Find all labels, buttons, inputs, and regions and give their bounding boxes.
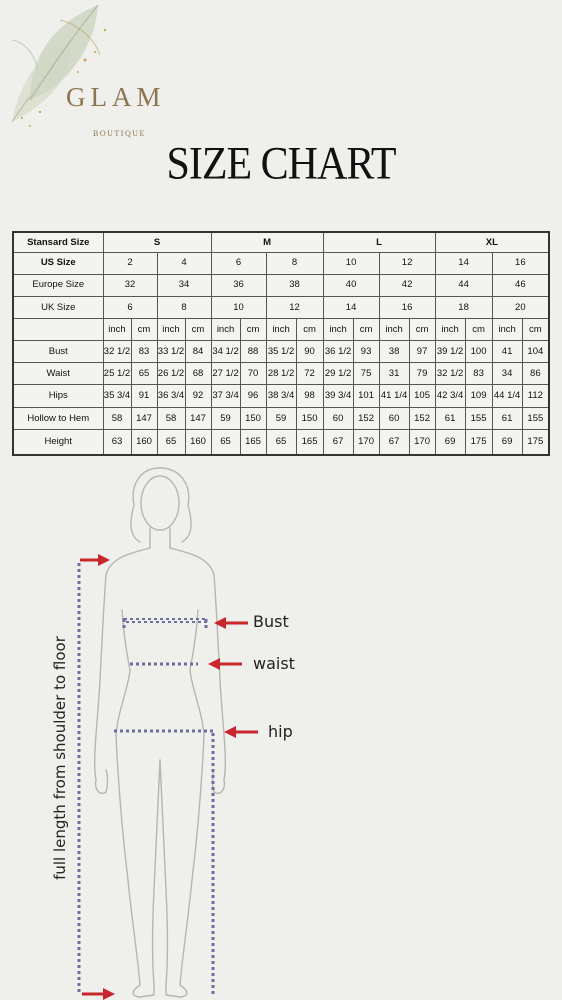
- measurement-cell: 60: [323, 408, 353, 430]
- measurement-row: [13, 430, 549, 455]
- unit-cell: inch: [492, 318, 522, 340]
- uk-size-row-cell: 12: [266, 296, 323, 318]
- measurement-cell: 70: [240, 363, 266, 385]
- measurement-cell: 175: [522, 430, 549, 455]
- unit-cell: cm: [296, 318, 323, 340]
- unit-cell: inch: [157, 318, 185, 340]
- measurement-cell: 31: [379, 363, 409, 385]
- hip-label: hip: [268, 722, 293, 741]
- measurement-cell: 109: [465, 385, 492, 408]
- measurement-cell: 60: [379, 408, 409, 430]
- measurement-cell: 35 1/2: [266, 340, 296, 362]
- measurement-cell: 58: [103, 408, 131, 430]
- europe-size-row-cell: 34: [157, 274, 211, 296]
- unit-row-label: [13, 318, 103, 340]
- measurement-cell: 160: [131, 430, 157, 455]
- us-size-row-cell: 14: [435, 252, 492, 274]
- measurement-cell: 88: [240, 340, 266, 362]
- size-name-xl: XL: [435, 232, 549, 252]
- measurement-cell: 104: [522, 340, 549, 362]
- unit-cell: cm: [409, 318, 435, 340]
- size-name-s: S: [103, 232, 211, 252]
- brand-name: GLAM: [66, 82, 166, 112]
- us-size-row: [13, 252, 549, 274]
- measurement-cell: 112: [522, 385, 549, 408]
- measurement-label: Height: [13, 430, 103, 455]
- us-size-row-cell: 6: [211, 252, 266, 274]
- unit-cell: inch: [103, 318, 131, 340]
- unit-row: [13, 318, 549, 340]
- measurement-cell: 165: [296, 430, 323, 455]
- measurement-cell: 65: [211, 430, 240, 455]
- uk-size-row-cell: 8: [157, 296, 211, 318]
- measurement-cell: 170: [353, 430, 379, 455]
- measurement-cell: 37 3/4: [211, 385, 240, 408]
- unit-cell: inch: [379, 318, 409, 340]
- measurement-cell: 42 3/4: [435, 385, 465, 408]
- measurement-cell: 170: [409, 430, 435, 455]
- europe-size-row-cell: 36: [211, 274, 266, 296]
- measurement-cell: 39 3/4: [323, 385, 353, 408]
- measurement-cell: 75: [353, 363, 379, 385]
- us-size-row-cell: 10: [323, 252, 379, 274]
- measurement-cell: 155: [522, 408, 549, 430]
- europe-size-row-cell: 32: [103, 274, 157, 296]
- measurement-cell: 44 1/4: [492, 385, 522, 408]
- measurement-cell: 35 3/4: [103, 385, 131, 408]
- measurement-cell: 90: [296, 340, 323, 362]
- measurement-cell: 38: [379, 340, 409, 362]
- measurement-cell: 97: [409, 340, 435, 362]
- measurement-cell: 83: [465, 363, 492, 385]
- full-length-label: full length from shoulder to floor: [51, 636, 69, 880]
- measurement-cell: 34: [492, 363, 522, 385]
- measurement-cell: 69: [492, 430, 522, 455]
- measurement-cell: 41 1/4: [379, 385, 409, 408]
- measurement-label: Hollow to Hem: [13, 408, 103, 430]
- measurement-cell: 61: [492, 408, 522, 430]
- measurement-label: Bust: [13, 340, 103, 362]
- measurement-row: [13, 363, 549, 385]
- us-size-row-cell: 16: [492, 252, 549, 274]
- measurement-cell: 165: [240, 430, 266, 455]
- brand-logo: [0, 0, 200, 150]
- uk-size-row-cell: 10: [211, 296, 266, 318]
- unit-cell: cm: [131, 318, 157, 340]
- measurement-cell: 65: [131, 363, 157, 385]
- europe-size-row-cell: 40: [323, 274, 379, 296]
- measurement-cell: 160: [185, 430, 211, 455]
- uk-size-row-cell: 6: [103, 296, 157, 318]
- size-name-m: M: [211, 232, 323, 252]
- measurement-cell: 98: [296, 385, 323, 408]
- measurement-cell: 152: [409, 408, 435, 430]
- measurement-cell: 175: [465, 430, 492, 455]
- europe-size-row: [13, 274, 549, 296]
- measurement-cell: 96: [240, 385, 266, 408]
- measurement-row: [13, 385, 549, 408]
- measurement-label: Waist: [13, 363, 103, 385]
- measurement-cell: 38 3/4: [266, 385, 296, 408]
- measurement-cell: 101: [353, 385, 379, 408]
- measurement-cell: 105: [409, 385, 435, 408]
- measurement-cell: 26 1/2: [157, 363, 185, 385]
- measurement-cell: 36 3/4: [157, 385, 185, 408]
- measurement-cell: 67: [323, 430, 353, 455]
- measurement-cell: 28 1/2: [266, 363, 296, 385]
- measurement-cell: 91: [131, 385, 157, 408]
- measurement-cell: 34 1/2: [211, 340, 240, 362]
- measurement-cell: 58: [157, 408, 185, 430]
- unit-cell: inch: [435, 318, 465, 340]
- measurement-cell: 33 1/2: [157, 340, 185, 362]
- measurement-cell: 59: [266, 408, 296, 430]
- waist-label: waist: [253, 654, 295, 673]
- uk-size-row: [13, 296, 549, 318]
- uk-size-row-label: UK Size: [13, 296, 103, 318]
- measurement-cell: 69: [435, 430, 465, 455]
- measurement-cell: 65: [266, 430, 296, 455]
- measurement-cell: 67: [379, 430, 409, 455]
- europe-size-row-cell: 38: [266, 274, 323, 296]
- us-size-row-cell: 2: [103, 252, 157, 274]
- measurement-cell: 93: [353, 340, 379, 362]
- us-size-row-cell: 12: [379, 252, 435, 274]
- uk-size-row-cell: 16: [379, 296, 435, 318]
- page-title: SIZE CHART: [166, 138, 396, 190]
- unit-cell: cm: [185, 318, 211, 340]
- measurement-cell: 65: [157, 430, 185, 455]
- measurement-cell: 27 1/2: [211, 363, 240, 385]
- measurement-cell: 147: [131, 408, 157, 430]
- unit-cell: cm: [465, 318, 492, 340]
- uk-size-row-cell: 14: [323, 296, 379, 318]
- europe-size-row-label: Europe Size: [13, 274, 103, 296]
- measurement-cell: 32 1/2: [435, 363, 465, 385]
- unit-cell: inch: [323, 318, 353, 340]
- measurement-cell: 100: [465, 340, 492, 362]
- measurement-cell: 86: [522, 363, 549, 385]
- measurement-cell: 25 1/2: [103, 363, 131, 385]
- measurement-label: Hips: [13, 385, 103, 408]
- measurement-cell: 36 1/2: [323, 340, 353, 362]
- size-chart-table: [12, 231, 550, 456]
- measurement-cell: 150: [240, 408, 266, 430]
- uk-size-row-cell: 20: [492, 296, 549, 318]
- measurement-cell: 79: [409, 363, 435, 385]
- measurement-cell: 72: [296, 363, 323, 385]
- unit-cell: cm: [522, 318, 549, 340]
- us-size-row-cell: 8: [266, 252, 323, 274]
- bust-label: Bust: [253, 612, 289, 631]
- measurement-cell: 152: [353, 408, 379, 430]
- uk-size-row-cell: 18: [435, 296, 492, 318]
- measurement-cell: 155: [465, 408, 492, 430]
- measurement-cell: 39 1/2: [435, 340, 465, 362]
- measurement-row: [13, 340, 549, 362]
- leaf-logo-icon: [0, 0, 200, 150]
- measurement-cell: 68: [185, 363, 211, 385]
- size-name-l: L: [323, 232, 435, 252]
- unit-cell: inch: [266, 318, 296, 340]
- europe-size-row-cell: 44: [435, 274, 492, 296]
- measurement-cell: 63: [103, 430, 131, 455]
- measurement-cell: 59: [211, 408, 240, 430]
- size-header-row: [13, 232, 549, 252]
- measurement-cell: 150: [296, 408, 323, 430]
- unit-cell: cm: [353, 318, 379, 340]
- measurement-cell: 41: [492, 340, 522, 362]
- measurement-cell: 147: [185, 408, 211, 430]
- us-size-row-cell: 4: [157, 252, 211, 274]
- measurement-row: [13, 408, 549, 430]
- standard-size-label: Stansard Size: [13, 232, 103, 252]
- measurement-cell: 61: [435, 408, 465, 430]
- measurement-cell: 84: [185, 340, 211, 362]
- measurement-cell: 92: [185, 385, 211, 408]
- brand-subtitle: BOUTIQUE: [93, 129, 146, 138]
- europe-size-row-cell: 42: [379, 274, 435, 296]
- unit-cell: cm: [240, 318, 266, 340]
- measurement-cell: 83: [131, 340, 157, 362]
- unit-cell: inch: [211, 318, 240, 340]
- measurement-cell: 32 1/2: [103, 340, 131, 362]
- measurement-cell: 29 1/2: [323, 363, 353, 385]
- europe-size-row-cell: 46: [492, 274, 549, 296]
- us-size-row-label: US Size: [13, 252, 103, 274]
